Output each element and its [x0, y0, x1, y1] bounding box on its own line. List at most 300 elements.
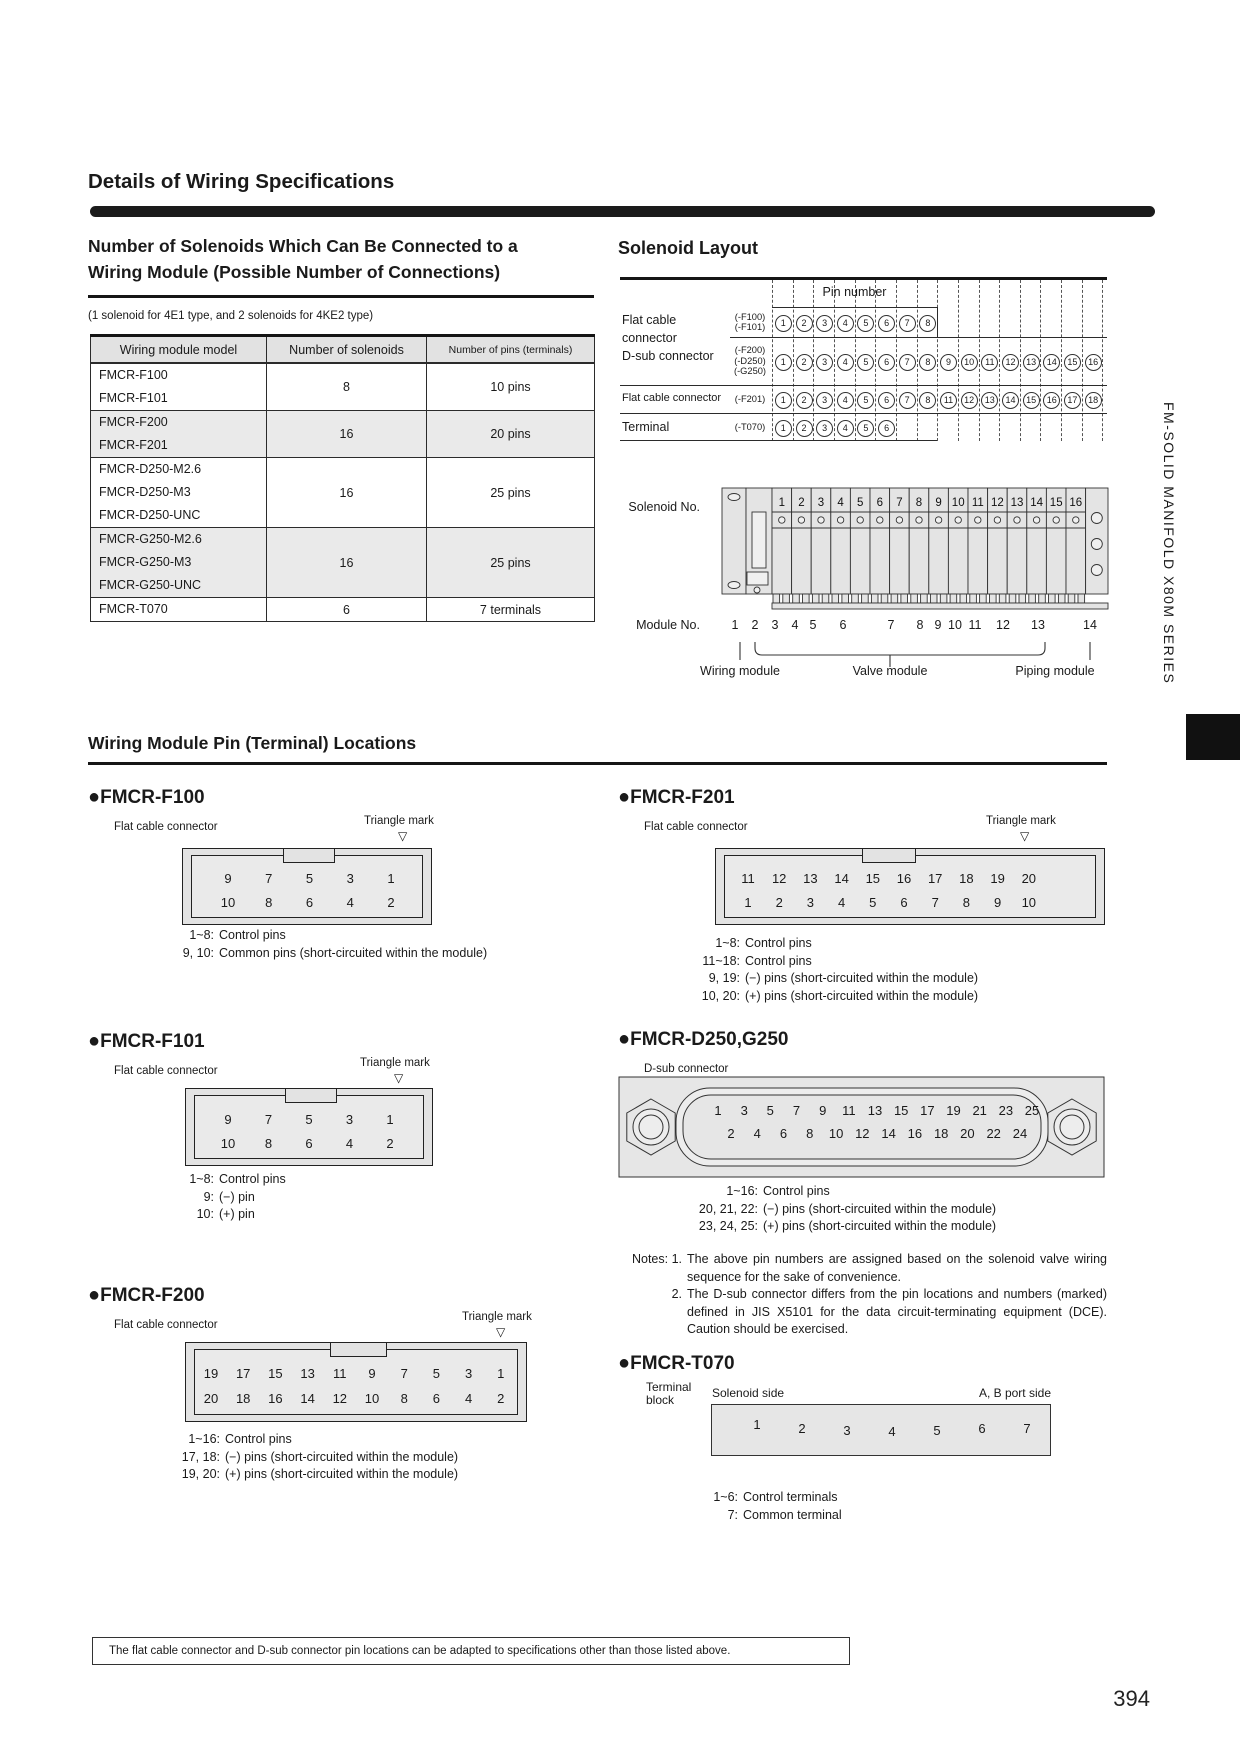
module-title-text: FMCR-F101 [100, 1031, 205, 1052]
connector-outline [715, 848, 1105, 925]
note-text: The above pin numbers are assigned based on the solenoid valve wiring sequence for the sake of convenience. [687, 1252, 1107, 1284]
pin-column-divider [875, 280, 876, 441]
terminal-number: 5 [933, 1423, 941, 1438]
pin-column-divider [1040, 280, 1041, 441]
pin-note-text: (−) pins (short-circuited within the module) [225, 1449, 459, 1464]
terminal-number: 4 [888, 1424, 896, 1439]
pin-number-circle: 6 [878, 420, 895, 437]
pin-column-divider [917, 280, 918, 441]
pin-number-circle: 13 [1023, 354, 1040, 371]
connector-notch [283, 849, 335, 863]
pin-note [692, 1490, 837, 1504]
connector-pin-number: 3 [740, 1103, 748, 1118]
pin-number-circle: 3 [816, 420, 833, 437]
table-line [937, 307, 938, 337]
connector-pin-number: 8 [962, 895, 971, 910]
connector-notch [285, 1089, 337, 1103]
sidebar-tab-text: FM-SOLID MANIFOLD X80M SERIES [1161, 402, 1177, 685]
pin-column-divider [1102, 280, 1103, 441]
note-item [618, 1251, 1107, 1286]
module-number: 10 [948, 618, 962, 632]
connector-pin-number: 15 [268, 1366, 283, 1381]
module-subtitle: Flat cable connector [644, 821, 748, 833]
bullet-icon: ● [88, 1284, 101, 1306]
note-text: The D-sub connector differs from the pin locations and numbers (marked) defined in JIS X5101 for the data circuit-terminating equipment (DCE). Caution should be exercised. [687, 1287, 1107, 1336]
dsub-connector [618, 1076, 1105, 1178]
solenoid-count-cell: 16 [267, 458, 427, 528]
connections-subnote: (1 solenoid for 4E1 type, and 2 solenoids for 4KE2 type) [88, 310, 374, 322]
connector-pin-number: 18 [959, 871, 974, 886]
model-variant-label: (-F101) [734, 322, 766, 332]
connector-pin-number: 18 [933, 1126, 949, 1141]
pin-count-cell: 25 pins [427, 458, 595, 528]
connector-notch [862, 849, 916, 863]
connector-pin-number: 19 [946, 1103, 961, 1118]
table-row [91, 598, 595, 622]
pin-note-label: 1~8: [189, 1172, 214, 1186]
connector-pin-number: 6 [305, 1136, 313, 1151]
model-name: FMCR-G250-M3 [99, 555, 192, 569]
pin-number-circle: 3 [816, 392, 833, 409]
title-rule [90, 206, 1155, 217]
connector-pin-number: 1 [744, 895, 752, 910]
svg-text:5: 5 [856, 497, 864, 509]
connector-pin-number: 20 [203, 1391, 219, 1406]
column-header: Wiring module model [91, 336, 267, 364]
pin-note-text: Common terminal [743, 1507, 842, 1522]
connector-pin-number: 2 [387, 895, 395, 910]
note-item [618, 1286, 1107, 1339]
pin-note [688, 989, 978, 1003]
connector-pin-number: 6 [900, 895, 908, 910]
piping-module-label: Piping module [1015, 664, 1095, 678]
triangle-mark-icon: ▽ [1020, 829, 1030, 843]
solenoid-side-label: Solenoid side [712, 1386, 785, 1400]
svg-text:10: 10 [951, 497, 965, 509]
pin-note-label: 9: [203, 1189, 214, 1204]
pin-note [688, 954, 812, 968]
connector-pin-number: 23 [998, 1103, 1014, 1118]
connector-pin-number: 14 [834, 871, 849, 886]
connector-pin-number: 8 [264, 1136, 273, 1151]
connector-pin-number: 21 [972, 1103, 987, 1118]
module-title [88, 1030, 205, 1053]
svg-text:13: 13 [1010, 497, 1024, 509]
pin-column-divider [1020, 280, 1021, 441]
model-variant-label: (-G250) [733, 366, 767, 377]
connector-pin-number: 24 [1012, 1126, 1028, 1141]
connector-pin-number: 16 [896, 871, 912, 886]
connector-pin-number: 1 [497, 1366, 505, 1381]
connector-pin-number: 7 [931, 895, 939, 910]
pin-note-label: 19, 20: [181, 1467, 220, 1481]
connector-pin-number: 16 [907, 1126, 923, 1141]
pin-note-text: Control pins [745, 936, 812, 950]
pin-count-cell: 25 pins [427, 528, 595, 598]
pin-note [170, 928, 286, 942]
pin-note-text: Common pins (short-circuited within the module) [219, 945, 488, 960]
connector-pin-number: 2 [727, 1126, 735, 1141]
model-cell [91, 411, 267, 458]
pin-note-label: 23, 24, 25: [698, 1219, 758, 1233]
connector-pin-number: 17 [235, 1366, 251, 1381]
pin-number-circle: 6 [878, 315, 895, 332]
pin-number-circle: 7 [899, 315, 916, 332]
connector-pin-number: 2 [775, 895, 783, 910]
pin-number-circle: 5 [857, 315, 874, 332]
pin-note-text: (+) pins (short-circuited within the module) [763, 1219, 997, 1233]
pin-number-circle: 12 [1002, 354, 1019, 371]
connector-pin-number: 10 [220, 1136, 236, 1151]
connector-pin-number: 10 [1021, 895, 1037, 910]
connector-pin-number: 19 [203, 1366, 219, 1381]
svg-text:15: 15 [1049, 497, 1063, 509]
connections-heading-rule [88, 295, 594, 298]
pin-note-text: Control pins [219, 928, 286, 942]
connector-pin-number: 15 [865, 871, 881, 886]
pin-note [170, 1207, 255, 1221]
module-no-label: Module No. [636, 618, 700, 632]
pin-note-label: 10, 20: [701, 988, 740, 1003]
pin-number-circle: 7 [899, 354, 916, 371]
pin-note-label: 1~16: [726, 1184, 758, 1198]
pin-column-divider [958, 280, 959, 441]
pin-number-circle: 2 [796, 392, 813, 409]
connector-pin-number: 4 [345, 1136, 354, 1151]
table-line [772, 307, 937, 308]
connector-pin-number: 9 [224, 871, 232, 886]
connector-pin-number: 7 [264, 1112, 273, 1127]
svg-text:3: 3 [817, 497, 825, 509]
model-name: FMCR-D250-M2.6 [99, 462, 202, 476]
pin-number-circle: 6 [878, 392, 895, 409]
pin-note-text: (−) pins (short-circuited within the module) [745, 971, 979, 985]
solenoid-no-label: Solenoid No. [628, 500, 700, 514]
pin-note-text: Control pins [225, 1432, 292, 1446]
module-number: 9 [934, 618, 942, 632]
pin-number-circle: 11 [940, 392, 957, 409]
pin-count-cell: 10 pins [427, 363, 595, 411]
row-label: D-sub connector [622, 349, 714, 363]
model-name: FMCR-T070 [99, 602, 168, 616]
connector-outline [185, 1088, 433, 1166]
connector-pin-number: 5 [432, 1366, 441, 1381]
module-subtitle: Flat cable connector [114, 821, 218, 833]
connector-pin-number: 10 [220, 895, 236, 910]
model-variant-label: (-D250) [734, 355, 766, 366]
module-number: 11 [968, 618, 982, 632]
pin-number-circle: 1 [775, 420, 792, 437]
pin-number-circle: 17 [1064, 392, 1081, 409]
pin-note-label: 9, 10: [182, 945, 214, 960]
column-header: Number of solenoids [267, 336, 427, 364]
svg-text:7: 7 [896, 497, 903, 509]
connector-pin-number: 22 [986, 1126, 1001, 1141]
connector-pin-number: 13 [803, 871, 818, 886]
terminal-number: 6 [978, 1421, 986, 1436]
pin-number-circle: 11 [981, 354, 998, 371]
triangle-mark-icon: ▽ [496, 1325, 506, 1339]
triangle-mark-label: Triangle mark [986, 815, 1056, 827]
pin-note-label: 20, 21, 22: [698, 1201, 758, 1216]
solenoid-count-cell: 6 [267, 598, 427, 622]
connector-pin-number: 19 [990, 871, 1005, 886]
row-label: Terminal [622, 420, 670, 434]
connector-pin-number: 7 [792, 1103, 801, 1118]
pin-number-circle: 15 [1023, 392, 1040, 409]
connections-heading-line2: Wiring Module (Possible Number of Connections) [88, 262, 501, 282]
module-title [88, 786, 205, 809]
pin-number-circle: 16 [1085, 354, 1102, 371]
solenoid-count-cell: 16 [267, 528, 427, 598]
module-number: 3 [771, 618, 779, 632]
terminal-number: 3 [843, 1423, 851, 1438]
pin-column-divider [937, 280, 938, 441]
row-label: connector [622, 331, 677, 345]
pin-note-text: Control pins [745, 953, 812, 968]
terminal-strip [711, 1404, 1051, 1456]
module-title-text: FMCR-F201 [630, 787, 735, 808]
table-line [730, 337, 1107, 338]
note-number: Notes: 1. [631, 1252, 682, 1266]
connector-pin-number: 15 [893, 1103, 909, 1118]
svg-text:12: 12 [991, 497, 1004, 509]
module-subtitle: D-sub connector [644, 1063, 729, 1075]
connector-pin-number: 11 [741, 871, 755, 886]
manifold-diagram [720, 486, 1110, 612]
solenoid-count-cell: 8 [267, 363, 427, 411]
connector-pin-number: 3 [345, 1112, 354, 1127]
connections-heading-line1: Number of Solenoids Which Can Be Connected to a [88, 236, 518, 256]
connector-pin-number: 7 [265, 871, 273, 886]
connector-pin-number: 2 [497, 1391, 505, 1406]
pin-note [170, 1172, 286, 1186]
pin-number-circle: 2 [796, 420, 813, 437]
pin-number-circle: 5 [857, 392, 874, 409]
pin-number-circle: 2 [796, 315, 813, 332]
pin-number-circle: 4 [837, 420, 854, 437]
pin-note-label: 10: [196, 1207, 214, 1221]
model-name: FMCR-F100 [99, 368, 168, 382]
pin-column-divider [793, 280, 794, 441]
connections-table-wrap [90, 334, 595, 622]
pin-note [692, 1508, 842, 1522]
connector-pin-number: 20 [960, 1126, 975, 1141]
pin-note-text: (+) pins (short-circuited within the module) [225, 1467, 459, 1481]
column-header: Number of pins (terminals) [427, 336, 595, 364]
connector-pin-number: 7 [400, 1366, 408, 1381]
pin-number-circle: 14 [1002, 392, 1019, 409]
pin-note-label: 11~18: [702, 953, 740, 968]
connector-pin-number: 12 [855, 1126, 870, 1141]
connector-pin-number: 2 [386, 1136, 394, 1151]
connector-pin-number: 13 [300, 1366, 315, 1381]
connector-pin-number: 13 [867, 1103, 883, 1118]
connector-pin-number: 5 [766, 1103, 774, 1118]
pin-number-circle: 8 [919, 392, 936, 409]
pin-column-divider [772, 280, 773, 441]
triangle-mark-icon: ▽ [394, 1071, 404, 1085]
model-cell [91, 528, 267, 598]
notes-block [618, 1251, 1107, 1339]
pin-note-label: 17, 18: [181, 1449, 220, 1464]
terminal-number: 2 [798, 1421, 806, 1436]
row-label: Flat cable [622, 313, 677, 327]
pin-column-divider [1061, 280, 1062, 441]
svg-text:2: 2 [798, 497, 805, 509]
pin-number-circle: 16 [1043, 392, 1060, 409]
table-row [91, 411, 595, 458]
model-name: FMCR-F201 [99, 438, 168, 452]
connector-pin-number: 4 [346, 895, 354, 910]
pin-note-label: 1~16: [188, 1432, 220, 1446]
model-variant-label: (-T070) [734, 421, 766, 432]
model-variant-label: (-F200) [734, 345, 766, 356]
connector-pin-number: 3 [346, 871, 354, 886]
model-name: FMCR-G250-UNC [99, 578, 202, 592]
pin-note-text: Control terminals [743, 1490, 838, 1504]
model-variant-label: (-F201) [734, 393, 766, 404]
module-number: 4 [791, 618, 799, 632]
pin-number-circle: 4 [837, 392, 854, 409]
connector-pin-number: 4 [464, 1391, 473, 1406]
connector-pin-number: 5 [305, 1112, 313, 1127]
svg-text:14: 14 [1030, 497, 1043, 509]
connector-pin-number: 11 [333, 1366, 347, 1381]
triangle-mark-icon: ▽ [398, 829, 408, 843]
model-name: FMCR-D250-M3 [99, 485, 191, 499]
connector-pin-number: 1 [387, 871, 395, 886]
pin-number-circle: 12 [961, 392, 978, 409]
pin-note-label: 1~8: [189, 928, 214, 942]
terminal-number: 7 [1023, 1421, 1031, 1436]
pin-column-divider [813, 280, 814, 441]
pin-number-circle: 4 [837, 354, 854, 371]
pin-note-label: 9, 19: [708, 971, 740, 985]
module-number: 2 [751, 618, 759, 632]
pin-number-circle: 3 [816, 354, 833, 371]
pin-note-label: 7: [727, 1507, 738, 1522]
connector-pin-number: 3 [464, 1366, 473, 1381]
connector-pin-number: 9 [819, 1103, 827, 1118]
pin-number-circle: 3 [816, 315, 833, 332]
pin-number-circle: 9 [940, 354, 957, 371]
locations-heading: Wiring Module Pin (Terminal) Locations [88, 733, 417, 753]
svg-text:8: 8 [915, 497, 923, 509]
pin-note-text: (−) pin [219, 1189, 255, 1204]
model-name: FMCR-F200 [99, 415, 168, 429]
pin-column-divider [834, 280, 835, 441]
triangle-mark-label: Triangle mark [360, 1057, 430, 1069]
note-number: 2. [671, 1287, 682, 1301]
pin-number-circle: 18 [1085, 392, 1102, 409]
svg-text:1: 1 [778, 497, 786, 509]
module-number: 8 [916, 618, 924, 632]
connector-pin-number: 14 [300, 1391, 315, 1406]
module-number: 14 [1083, 618, 1097, 632]
model-cell [91, 598, 267, 622]
triangle-mark-label: Triangle mark [462, 1311, 532, 1323]
connector-pin-number: 12 [771, 871, 787, 886]
module-title-text: FMCR-F100 [100, 787, 205, 808]
wiring-module-label: Wiring module [700, 664, 780, 678]
pin-number-circle: 14 [1043, 354, 1060, 371]
connector-pin-number: 5 [305, 871, 314, 886]
connector-pin-number: 4 [837, 895, 846, 910]
triangle-mark-label: Triangle mark [364, 815, 434, 827]
connector-pin-number: 25 [1024, 1103, 1040, 1118]
connector-pin-number: 6 [432, 1391, 441, 1406]
connector-pin-number: 8 [265, 895, 273, 910]
table-row [91, 363, 595, 411]
svg-text:16: 16 [1069, 497, 1083, 509]
pin-number-circle: 4 [837, 315, 854, 332]
pin-number-circle: 1 [775, 354, 792, 371]
table-line [620, 413, 1107, 414]
pin-note-text: (−) pins (short-circuited within the module) [763, 1201, 997, 1216]
connector-pin-number: 20 [1021, 871, 1037, 886]
locations-heading-rule [88, 762, 1107, 765]
connector-pin-number: 6 [305, 895, 314, 910]
module-number: 12 [996, 618, 1010, 632]
connector-notch [330, 1343, 387, 1357]
connector-pin-number: 8 [400, 1391, 408, 1406]
connector-pin-number: 11 [842, 1103, 856, 1118]
connector-pin-number: 5 [869, 895, 877, 910]
bullet-icon: ● [88, 1030, 101, 1052]
pin-number-header: Pin number [822, 285, 887, 299]
model-cell [91, 363, 267, 411]
pin-note-text: (+) pins (short-circuited within the module) [745, 988, 979, 1003]
port-side-label: A, B port side [978, 1386, 1051, 1400]
module-number: 13 [1031, 618, 1045, 632]
pin-note [682, 1184, 830, 1198]
pin-number-circle: 6 [878, 354, 895, 371]
connector-pin-number: 17 [927, 871, 943, 886]
connector-pin-number: 1 [386, 1112, 394, 1127]
svg-text:6: 6 [876, 497, 884, 509]
connector-pin-number: 14 [881, 1126, 896, 1141]
pin-note-text: Control pins [763, 1184, 830, 1198]
connections-table [90, 334, 595, 622]
pin-number-circle: 15 [1064, 354, 1081, 371]
connector-outline [185, 1342, 527, 1422]
module-title [618, 786, 735, 809]
connector-pin-number: 12 [332, 1391, 348, 1406]
pin-number-circle: 1 [775, 392, 792, 409]
terminal-block-label: Terminal [646, 1380, 692, 1394]
valve-module-label: Valve module [852, 664, 928, 678]
solenoid-layout-heading: Solenoid Layout [618, 238, 759, 258]
terminal-block-label: block [646, 1393, 675, 1407]
module-subtitle: Flat cable connector [114, 1065, 218, 1077]
table-row [91, 528, 595, 598]
pin-count-cell: 20 pins [427, 411, 595, 458]
module-title [618, 1028, 788, 1051]
pin-note [170, 946, 487, 960]
pin-note [682, 1219, 996, 1233]
terminal-number: 1 [753, 1417, 761, 1432]
module-number: 7 [887, 618, 895, 632]
pin-number-circle: 5 [857, 354, 874, 371]
pin-note-label: 1~8: [715, 936, 740, 950]
pin-note [170, 1432, 292, 1446]
connector-pin-number: 16 [268, 1391, 283, 1406]
bullet-icon: ● [618, 1028, 631, 1050]
pin-note-label: 1~6: [713, 1490, 738, 1504]
module-number: 6 [839, 618, 847, 632]
table-line [620, 440, 937, 442]
